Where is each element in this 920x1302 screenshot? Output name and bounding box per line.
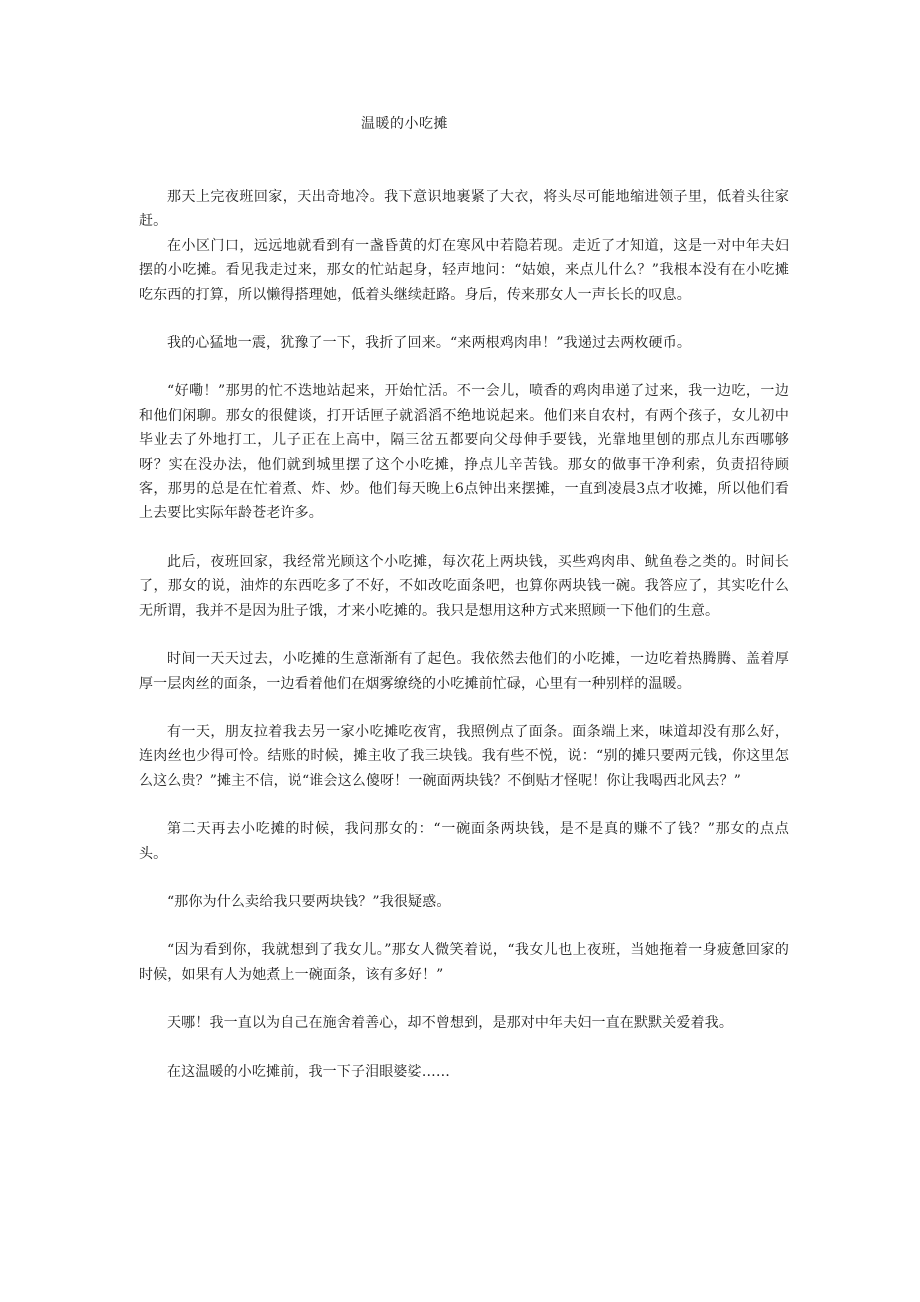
paragraph-12: 在这温暖的小吃摊前，我一下子泪眼婆娑……	[167, 1063, 450, 1080]
paragraph-1: 那天上完夜班回家，天出奇地冷。我下意识地裹紧了大衣，将头尽可能地缩进领子里，低着头往家赶。	[139, 189, 789, 230]
document-title: 温暖的小吃摊	[361, 116, 448, 132]
paragraph-4: “好嘞！”那男的忙不迭地站起来，开始忙活。不一会儿，喷香的鸡肉串递了过来，我一边吃，一边和他们闲聊。那女的很健谈，打开话匣子就滔滔不绝地说起来。他们来自农村，有两个孩子，女儿初中毕业去了外地打工，儿子正在上高中，隔三岔五都要向父母伸手要钱，光靠地里刨的那点儿东西哪够呀？实在没办法，他们就到城里摆了这个小吃摊，挣点儿辛苦钱。那女的做事干净利索，负责招待顾客，那男的总是在忙着煮、炸、炒。他们每天晚上6点钟出来摆摊，一直到凌晨3点才收摊，所以他们看上去要比实际年龄苍老许多。	[139, 383, 789, 522]
paragraph-2: 在小区门口，远远地就看到有一盏昏黄的灯在寒风中若隐若现。走近了才知道，这是一对中年夫妇摆的小吃摊。看见我走过来，那女的忙站起身，轻声地问：“姑娘，来点儿什么？”我根本没有在小吃摊吃东西的打算，所以懒得搭理她，低着头继续赶路。身后，传来那女人一声长长的叹息。	[139, 237, 789, 303]
article-body	[139, 185, 789, 1084]
paragraph-10: “因为看到你，我就想到了我女儿。”那女人微笑着说，“我女儿也上夜班，当她拖着一身疲惫回家的时候，如果有人为她煮上一碗面条，该有多好！”	[139, 942, 789, 983]
paragraph-5: 此后，夜班回家，我经常光顾这个小吃摊，每次花上两块钱，买些鸡肉串、鱿鱼卷之类的。时间长了，那女的说，油炸的东西吃多了不好，不如改吃面条吧，也算你两块钱一碗。我答应了，其实吃什么无所谓，我并不是因为肚子饿，才来小吃摊的。我只是想用这种方式来照顾一下他们的生意。	[139, 553, 789, 619]
paragraph-7: 有一天，朋友拉着我去另一家小吃摊吃夜宵，我照例点了面条。面条端上来，味道却没有那么好，连肉丝也少得可怜。结账的时候，摊主收了我三块钱。我有些不悦，说：“别的摊只要两元钱，你这里怎么这么贵？”摊主不信，说“谁会这么傻呀！一碗面两块钱？不倒贴才怪呢！你让我喝西北风去？”	[139, 723, 789, 789]
paragraph-11: 天哪！我一直以为自己在施舍着善心，却不曾想到，是那对中年夫妇一直在默默关爱着我。	[167, 1015, 733, 1032]
paragraph-3: 我的心猛地一震，犹豫了一下，我折了回来。“来两根鸡肉串！”我递过去两枚硬币。	[167, 335, 692, 352]
paragraph-8: 第二天再去小吃摊的时候，我问那女的：“一碗面条两块钱，是不是真的赚不了钱？”那女的点点头。	[139, 821, 789, 862]
paragraph-9: “那你为什么卖给我只要两块钱？”我很疑惑。	[167, 893, 451, 910]
paragraph-6: 时间一天天过去，小吃摊的生意渐渐有了起色。我依然去他们的小吃摊，一边吃着热腾腾、盖着厚厚一层肉丝的面条，一边看着他们在烟雾缭绕的小吃摊前忙碌，心里有一种别样的温暖。	[139, 651, 789, 692]
